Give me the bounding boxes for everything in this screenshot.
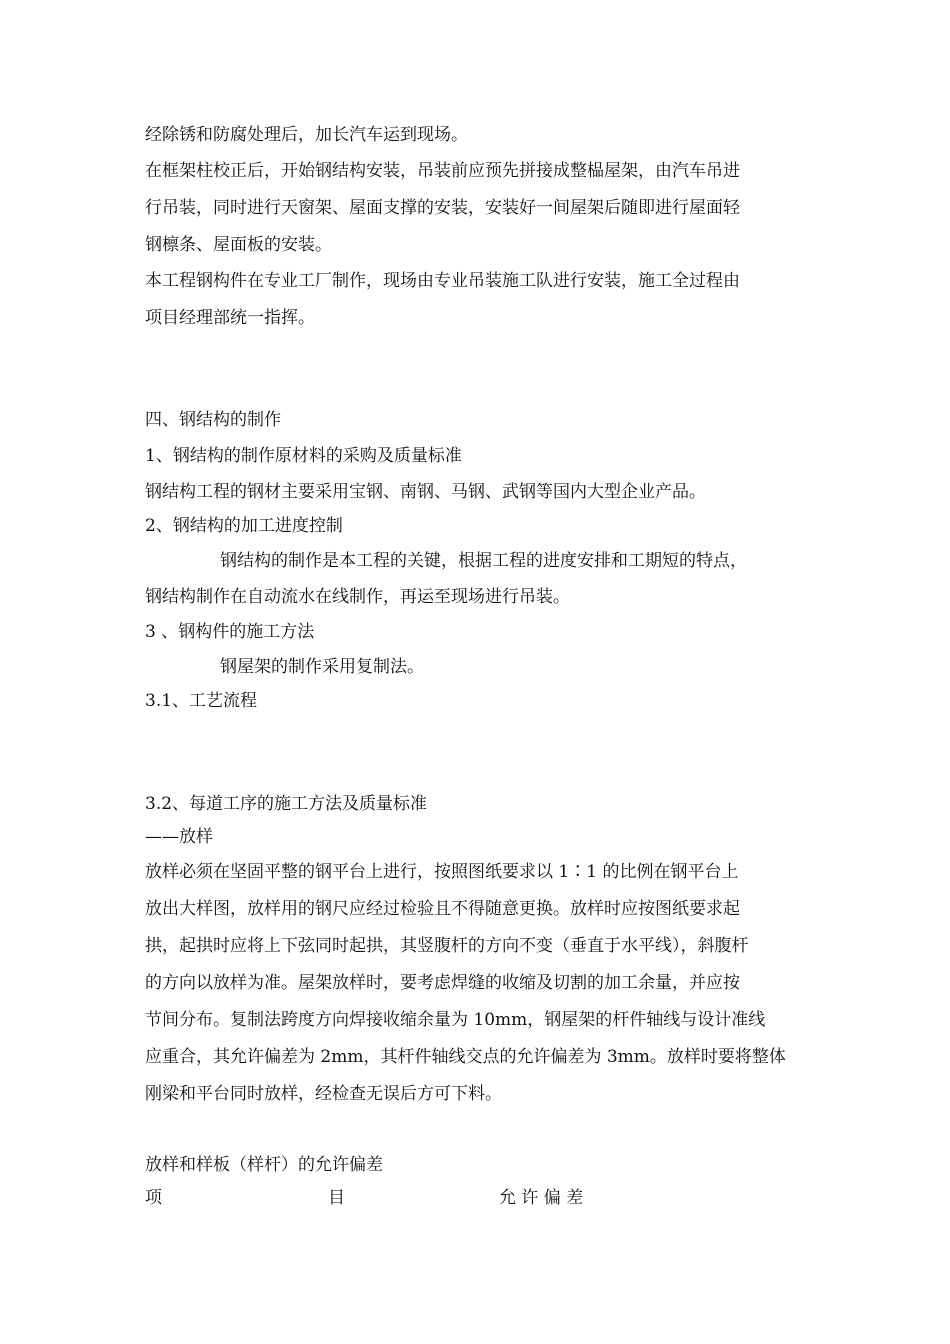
text-line: 钢屋架的制作采用复制法。 xyxy=(220,657,424,677)
text-line: 应重合，其允许偏差为 2mm，其杆件轴线交点的允许偏差为 3mm。放样时要将整体 xyxy=(145,1047,786,1067)
subsection-heading: 1、钢结构的制作原材料的采购及质量标准 xyxy=(145,446,462,466)
text-line: 的方向以放样为准。屋架放样时，要考虑焊缝的收缩及切割的加工余量，并应按 xyxy=(145,973,740,993)
text-line: 放样必须在坚固平整的钢平台上进行，按照图纸要求以 1∶1 的比例在钢平台上 xyxy=(145,862,739,882)
text-line: 行吊装，同时进行天窗架、屋面支撑的安装，安装好一间屋架后随即进行屋面轻 xyxy=(145,198,740,218)
text-line: 项目经理部统一指挥。 xyxy=(145,308,315,328)
subsection-heading: 3.2、每道工序的施工方法及质量标准 xyxy=(145,794,428,814)
subsection-heading: 3 、钢构件的施工方法 xyxy=(145,622,315,642)
text-line: 拱，起拱时应将上下弦同时起拱，其竖腹杆的方向不变（垂直于水平线），斜腹杆 xyxy=(145,936,749,956)
section-heading: 四、钢结构的制作 xyxy=(145,410,281,430)
table-header-col2: 目 xyxy=(328,1188,345,1208)
text-line: 节间分布。复制法跨度方向焊接收缩余量为 10mm，钢屋架的杆件轴线与设计准线 xyxy=(145,1010,766,1030)
table-header-col3: 允 许 偏 差 xyxy=(499,1188,584,1208)
text-line: 钢结构工程的钢材主要采用宝钢、南钢、马钢、武钢等国内大型企业产品。 xyxy=(145,482,706,502)
text-line: 在框架柱校正后，开始钢结构安装，吊装前应预先拼接成整榀屋架，由汽车吊进 xyxy=(145,161,740,181)
subsection-heading: 3.1、工艺流程 xyxy=(145,691,258,711)
text-line: 钢结构的制作是本工程的关键，根据工程的进度安排和工期短的特点， xyxy=(220,551,747,571)
subsection-heading: 2、钢结构的加工进度控制 xyxy=(145,516,343,536)
text-line: 刚梁和平台同时放样，经检查无误后方可下料。 xyxy=(145,1084,502,1104)
text-line: 本工程钢构件在专业工厂制作，现场由专业吊装施工队进行安装，施工全过程由 xyxy=(145,271,740,291)
table-header-col1: 项 xyxy=(145,1188,162,1208)
text-line: 放出大样图，放样用的钢尺应经过检验且不得随意更换。放样时应按图纸要求起 xyxy=(145,899,740,919)
text-line: 钢檩条、屋面板的安装。 xyxy=(145,235,332,255)
text-line: 经除锈和防腐处理后，加长汽车运到现场。 xyxy=(145,125,468,145)
item-heading: ——放样 xyxy=(145,827,213,847)
table-caption: 放样和样板（样杆）的允许偏差 xyxy=(145,1155,383,1175)
text-line: 钢结构制作在自动流水在线制作，再运至现场进行吊装。 xyxy=(145,587,570,607)
